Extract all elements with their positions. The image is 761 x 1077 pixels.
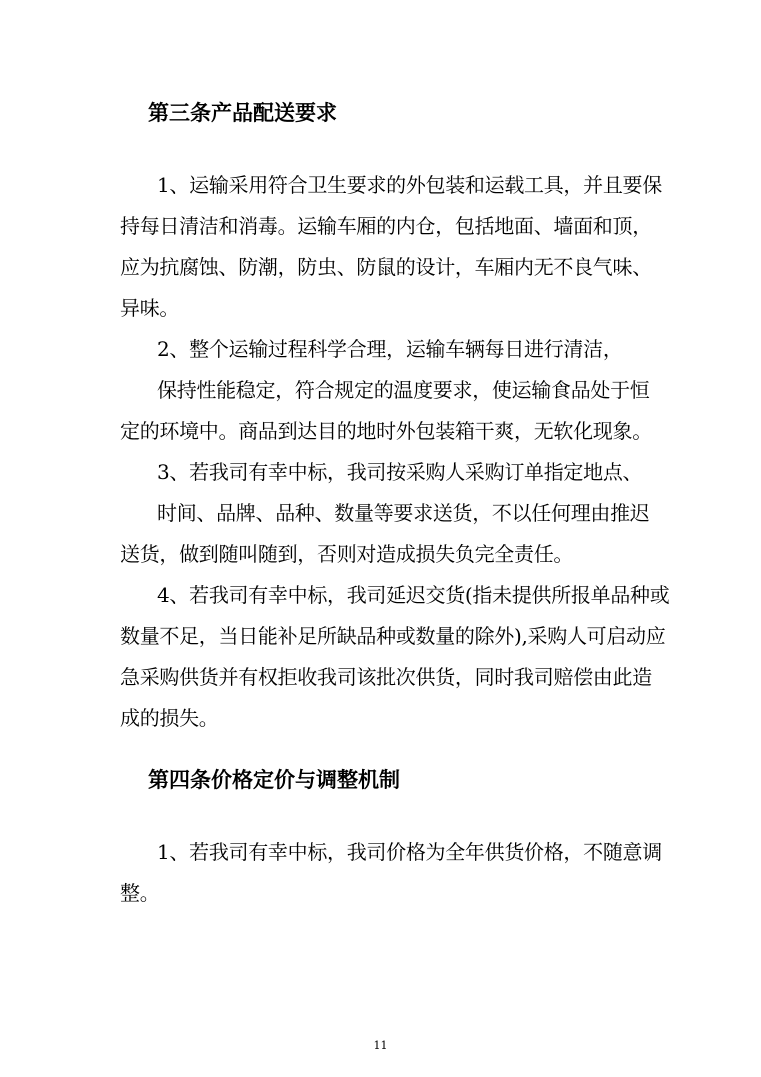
- text-line: 送货，做到随叫随到，否则对造成损失负完全责任。: [120, 542, 574, 566]
- page-number: 11: [373, 1039, 388, 1052]
- text-line: 3、若我司有幸中标，我司按采购人采购订单指定地点、: [157, 460, 643, 484]
- section-heading: 第四条价格定价与调整机制: [148, 768, 400, 792]
- text-line: 2、整个运输过程科学合理，运输车辆每日进行清洁，: [157, 337, 623, 361]
- text-line: 持每日清洁和消毒。运输车厢的内仓，包括地面、墙面和顶，: [120, 214, 652, 238]
- text-line: 成的损失。: [120, 706, 219, 730]
- text-line: 异味。: [120, 296, 180, 320]
- text-line: 4、若我司有幸中标，我司延迟交货(指未提供所报单品种或: [157, 583, 670, 607]
- text-line: 1、若我司有幸中标，我司价格为全年供货价格，不随意调: [157, 840, 662, 864]
- text-line: 1、运输采用符合卫生要求的外包装和运载工具，并且要保: [157, 173, 662, 197]
- section-heading: 第三条产品配送要求: [148, 101, 337, 125]
- text-line: 定的环境中。商品到达目的地时外包装箱干爽，无软化现象。: [120, 419, 652, 443]
- text-line: 数量不足，当日能补足所缺品种或数量的除外),采购人可启动应: [120, 624, 666, 648]
- text-line: 应为抗腐蚀、防潮，防虫、防鼠的设计，车厢内无不良气味、: [120, 255, 652, 279]
- text-line: 急采购供货并有权拒收我司该批次供货，同时我司赔偿由此造: [120, 665, 652, 689]
- text-line: 时间、品牌、品种、数量等要求送货，不以任何理由推迟: [157, 501, 650, 525]
- text-line: 整。: [120, 881, 160, 905]
- text-line: 保持性能稳定，符合规定的温度要求，使运输食品处于恒: [157, 378, 650, 402]
